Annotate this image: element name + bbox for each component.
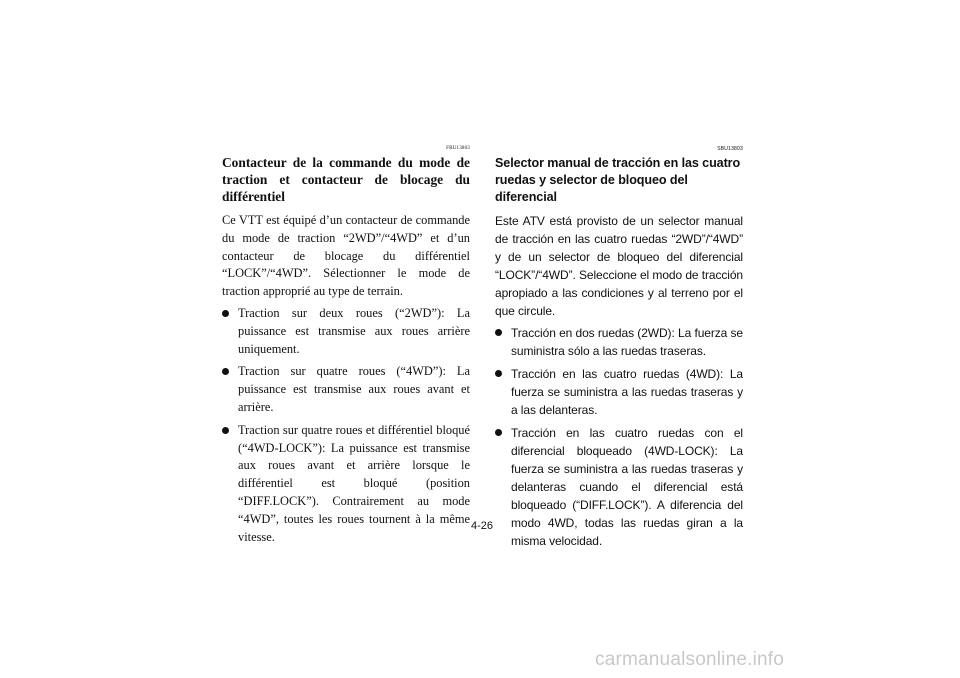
bullet-icon xyxy=(495,429,502,436)
bullet-icon xyxy=(222,310,229,317)
bullet-list xyxy=(222,305,470,546)
page-number: 4-26 xyxy=(470,520,494,532)
list-item xyxy=(495,424,743,550)
list-item xyxy=(222,305,470,358)
intro-paragraph: Este ATV está provisto de un selector manual de tracción en las cuatro ruedas “2WD”/“4WD” y de un selector de bloqueo del diferencial “LOCK”/“4WD”. Seleccione el modo de tracción apropiado a las condiciones y al terreno por el que circule. xyxy=(495,214,743,318)
bullet-icon xyxy=(222,427,229,434)
list-item xyxy=(222,422,470,547)
section-heading: Contacteur de la commande du mode de traction et contacteur de blocage du différentiel xyxy=(222,155,470,204)
list-item-text: Traction sur quatre roues et différentiel bloqué (“4WD-LOCK”): La puissance est transmise aux roues avant et arrière lorsque le différentiel est bloqué (position “DIFF.LOCK”). Contrairement au mode “4WD”, toutes les roues tournent à la même vitesse. xyxy=(238,422,470,544)
bullet-icon xyxy=(495,370,502,377)
bullet-icon xyxy=(222,368,229,375)
intro-paragraph: Ce VTT est équipé d’un contacteur de commande du mode de traction “2WD”/“4WD” et d’un contacteur de blocage du différentiel “LOCK”/“4WD”. Sélectionner le mode de traction approprié au type de terrain. xyxy=(222,213,470,299)
watermark: carmanualsonline.info xyxy=(595,649,785,670)
list-item-text: Tracción en dos ruedas (2WD): La fuerza se suministra sólo a las ruedas traseras. xyxy=(511,326,743,358)
section-heading: Selector manual de tracción en las cuatro ruedas y selector de bloqueo del diferencial xyxy=(495,156,741,204)
french-column xyxy=(222,146,470,551)
list-item xyxy=(222,363,470,416)
list-item xyxy=(495,324,743,360)
section-code: SBU13803 xyxy=(717,146,743,152)
bullet-list xyxy=(495,324,743,550)
spanish-column xyxy=(495,146,743,555)
bullet-icon xyxy=(495,329,502,336)
list-item-text: Tracción en las cuatro ruedas con el diferencial bloqueado (4WD-LOCK): La fuerza se suministra a las ruedas traseras y delanteras cuando el diferencial está bloqueado (“DIFF.LOCK”). A diferencia del modo 4WD, todas las ruedas giran a la misma velocidad. xyxy=(511,426,743,548)
list-item-text: Traction sur deux roues (“2WD”): La puissance est transmise aux roues arrière uniquement. xyxy=(238,305,470,356)
list-item xyxy=(495,365,743,419)
list-item-text: Tracción en las cuatro ruedas (4WD): La fuerza se suministra a las ruedas traseras y a las delanteras. xyxy=(511,367,743,417)
list-item-text: Traction sur quatre roues (“4WD”): La puissance est transmise aux roues avant et arrière. xyxy=(238,364,470,414)
section-code: FBU13803 xyxy=(446,146,470,151)
